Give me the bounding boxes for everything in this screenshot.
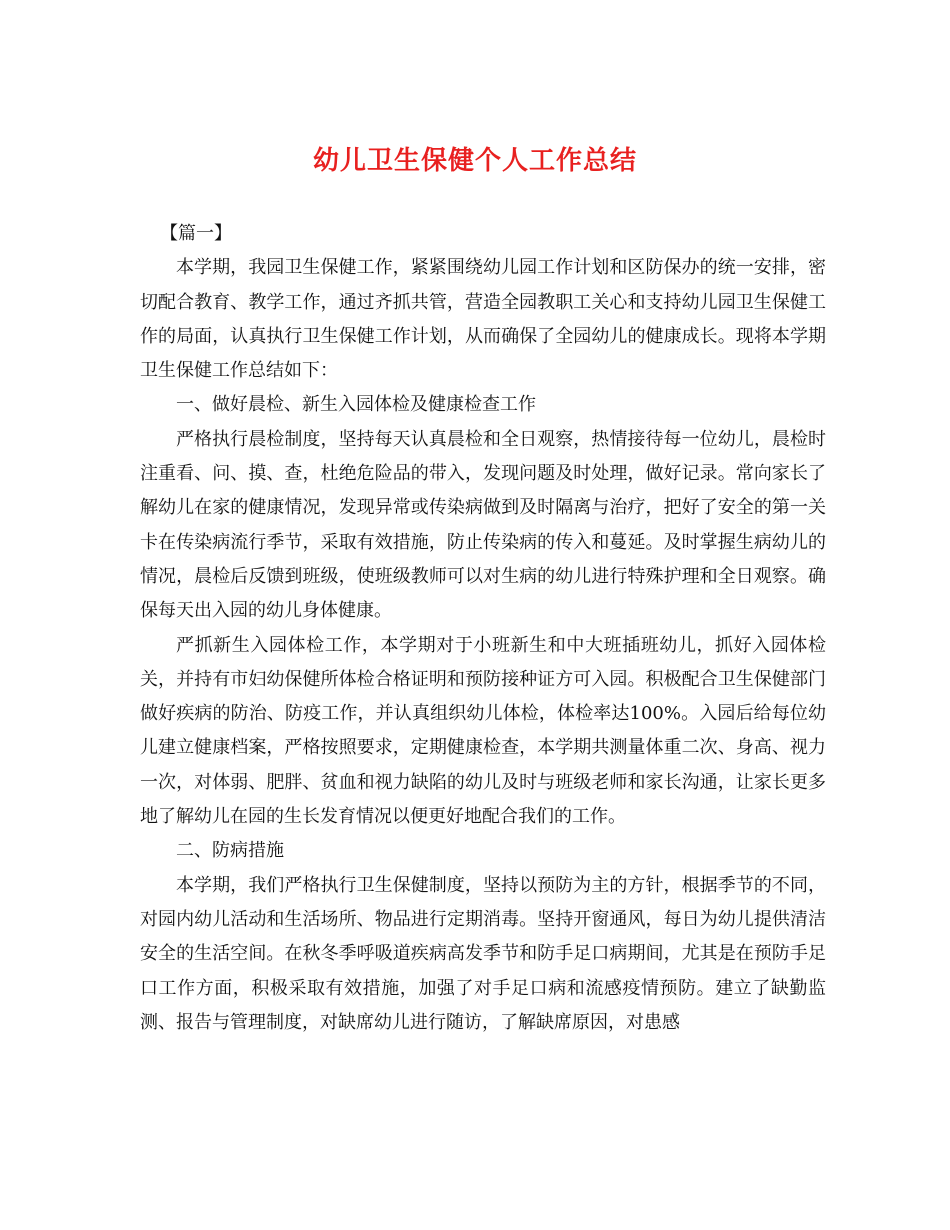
- paragraph-disease-prevention: 本学期，我们严格执行卫生保健制度，坚持以预防为主的方针，根据季节的不同，对园内幼儿活动和生活场所、物品进行定期消毒。坚持开窗通风，每日为幼儿提供清洁安全的生活空间。在秋冬季呼吸道疾病高发季节和防手足口病期间，尤其是在预防手足口工作方面，积极采取有效措施，加强了对手足口病和流感疫情预防。建立了缺勤监测、报告与管理制度，对缺席幼儿进行随访，了解缺席原因，对患感: [140, 874, 826, 1033]
- document-title: 幼儿卫生保健个人工作总结: [312, 146, 637, 176]
- paragraph-intro: 本学期，我园卫生保健工作，紧紧围绕幼儿园工作计划和区防保办的统一安排，密切配合教育、教学工作，通过齐抓共管，营造全园教职工关心和支持幼儿园卫生保健工作的局面，认真执行卫生保健工作计划，从而确保了全园幼儿的健康成长。现将本学期卫生保健工作总结如下：: [140, 257, 826, 382]
- section-tag: 【篇一】: [160, 223, 232, 244]
- paragraph-morning-check: 严格执行晨检制度，坚持每天认真晨检和全日观察，热情接待每一位幼儿，晨检时注重看、问、摸、查，杜绝危险品的带入，发现问题及时处理，做好记录。常向家长了解幼儿在家的健康情况，发现异常或传染病做到及时隔离与治疗，把好了安全的第一关卡在传染病流行季节，采取有效措施，防止传染病的传入和蔓延。及时掌握生病幼儿的情况，晨检后反馈到班级，使班级教师可以对生病的幼儿进行特殊护理和全日观察。确保每天出入园的幼儿身体健康。: [140, 428, 826, 622]
- heading-section-two: 二、防病措施: [176, 840, 284, 862]
- paragraph-new-student-exam: 严抓新生入园体检工作，本学期对于小班新生和中大班插班幼儿，抓好入园体检关，并持有市妇幼保健所体检合格证明和预防接种证方可入园。积极配合卫生保健部门做好疾病的防治、防疫工作，并认真组织幼儿体检，体检率达100%。入园后给每位幼儿建立健康档案，严格按照要求，定期健康检查，本学期共测量体重二次、身高、视力一次，对体弱、肥胖、贫血和视力缺陷的幼儿及时与班级老师和家长沟通，让家长更多地了解幼儿在园的生长发育情况以便更好地配合我们的工作。: [140, 634, 826, 828]
- document-body: [140, 217, 826, 1040]
- heading-section-one: 一、做好晨检、新生入园体检及健康检查工作: [176, 394, 536, 416]
